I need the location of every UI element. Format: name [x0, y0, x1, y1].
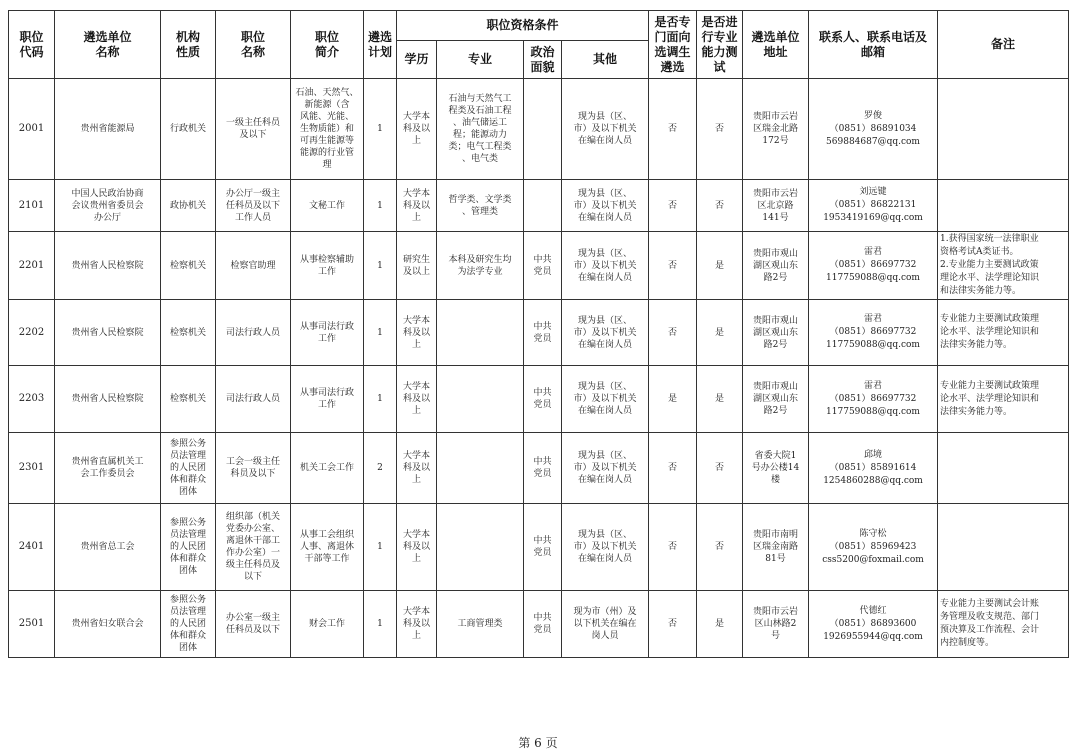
cell-major	[437, 433, 524, 504]
cell-major: 石油与天然气工 程类及石油工程 、油气储运工 程；能源动力 类；电气工程类 、电气类	[437, 79, 524, 180]
cell-politics: 中共 党员	[524, 504, 562, 591]
cell-unit: 贵州省总工会	[55, 504, 161, 591]
cell-unit: 贵州省能源局	[55, 79, 161, 180]
cell-targeted: 否	[649, 79, 697, 180]
cell-politics	[524, 79, 562, 180]
cell-targeted: 否	[649, 433, 697, 504]
table-body	[9, 79, 1069, 658]
cell-intro: 文秘工作	[291, 180, 364, 232]
header-contact: 联系人、联系电话及 邮箱	[809, 11, 938, 79]
cell-other: 现为市（州）及 以下机关在编在 岗人员	[562, 591, 649, 658]
cell-politics: 中共 党员	[524, 300, 562, 366]
cell-politics: 中共 党员	[524, 232, 562, 300]
cell-ability-test: 否	[697, 79, 743, 180]
cell-position: 司法行政人员	[216, 300, 291, 366]
cell-plan: 1	[364, 504, 397, 591]
cell-politics	[524, 180, 562, 232]
cell-other: 现为县（区、 市）及以下机关 在编在岗人员	[562, 504, 649, 591]
cell-note: 1.获得国家统一法律职业 资格考试A类证书。 2.专业能力主要测试政策 理论水平、法学理论知识 和法律实务能力等。	[938, 232, 1069, 300]
page-number: 第 6 页	[518, 736, 558, 750]
cell-nature: 参照公务 员法管理 的人民团 体和群众 团体	[161, 591, 216, 658]
cell-targeted: 否	[649, 504, 697, 591]
cell-contact: 刘远键 （0851）86822131 1953419169@qq.com	[809, 180, 938, 232]
header-politics: 政治 面貌	[524, 41, 562, 79]
header-plan: 遴选 计划	[364, 11, 397, 79]
cell-education: 大学本 科及以 上	[397, 591, 437, 658]
cell-note	[938, 180, 1069, 232]
cell-plan: 1	[364, 366, 397, 433]
cell-nature: 参照公务 员法管理 的人民团 体和群众 团体	[161, 504, 216, 591]
cell-contact: 雷君 （0851）86697732 117759088@qq.com	[809, 232, 938, 300]
cell-contact: 罗俊 （0851）86891034 569884687@qq.com	[809, 79, 938, 180]
table-row	[9, 180, 1069, 232]
header-nature: 机构 性质	[161, 11, 216, 79]
header-note: 备注	[938, 11, 1069, 79]
cell-unit: 贵州省妇女联合会	[55, 591, 161, 658]
cell-ability-test: 是	[697, 591, 743, 658]
cell-major: 哲学类、文学类 、管理类	[437, 180, 524, 232]
cell-ability-test: 否	[697, 433, 743, 504]
cell-other: 现为县（区、 市）及以下机关 在编在岗人员	[562, 232, 649, 300]
cell-other: 现为县（区、 市）及以下机关 在编在岗人员	[562, 180, 649, 232]
cell-address: 省委大院1 号办公楼14 楼	[743, 433, 809, 504]
cell-nature: 检察机关	[161, 300, 216, 366]
cell-position: 办公室一级主 任科员及以下	[216, 591, 291, 658]
cell-contact: 雷君 （0851）86697732 117759088@qq.com	[809, 300, 938, 366]
header-education: 学历	[397, 41, 437, 79]
cell-address: 贵阳市观山 湖区观山东 路2号	[743, 366, 809, 433]
cell-ability-test: 是	[697, 300, 743, 366]
cell-nature: 行政机关	[161, 79, 216, 180]
cell-targeted: 否	[649, 232, 697, 300]
cell-unit: 贵州省人民检察院	[55, 366, 161, 433]
cell-targeted: 否	[649, 300, 697, 366]
cell-education: 大学本 科及以 上	[397, 366, 437, 433]
cell-targeted: 否	[649, 180, 697, 232]
cell-position: 办公厅一级主 任科员及以下 工作人员	[216, 180, 291, 232]
cell-position: 司法行政人员	[216, 366, 291, 433]
cell-note	[938, 504, 1069, 591]
cell-education: 大学本 科及以 上	[397, 180, 437, 232]
cell-education: 研究生 及以上	[397, 232, 437, 300]
cell-note: 专业能力主要测试政策理 论水平、法学理论知识和 法律实务能力等。	[938, 366, 1069, 433]
cell-code: 2001	[9, 79, 55, 180]
cell-other: 现为县（区、 市）及以下机关 在编在岗人员	[562, 433, 649, 504]
cell-major	[437, 300, 524, 366]
cell-unit: 贵州省人民检察院	[55, 300, 161, 366]
cell-intro: 石油、天然气、 新能源（含 风能、光能、 生物质能）和 可再生能源等 能源的行业管 理	[291, 79, 364, 180]
cell-plan: 1	[364, 180, 397, 232]
cell-intro: 财会工作	[291, 591, 364, 658]
header-code: 职位 代码	[9, 11, 55, 79]
cell-note	[938, 433, 1069, 504]
cell-code: 2401	[9, 504, 55, 591]
table-row	[9, 79, 1069, 180]
cell-major: 工商管理类	[437, 591, 524, 658]
header-unit: 遴选单位 名称	[55, 11, 161, 79]
cell-nature: 参照公务 员法管理 的人民团 体和群众 团体	[161, 433, 216, 504]
cell-address: 贵阳市云岩 区北京路 141号	[743, 180, 809, 232]
cell-code: 2101	[9, 180, 55, 232]
table-row	[9, 433, 1069, 504]
cell-targeted: 否	[649, 591, 697, 658]
cell-address: 贵阳市云岩 区山林路2 号	[743, 591, 809, 658]
cell-nature: 检察机关	[161, 366, 216, 433]
cell-position: 一级主任科员 及以下	[216, 79, 291, 180]
cell-code: 2201	[9, 232, 55, 300]
cell-code: 2501	[9, 591, 55, 658]
cell-intro: 从事司法行政 工作	[291, 300, 364, 366]
header-position: 职位 名称	[216, 11, 291, 79]
cell-nature: 检察机关	[161, 232, 216, 300]
cell-other: 现为县（区、 市）及以下机关 在编在岗人员	[562, 300, 649, 366]
cell-plan: 2	[364, 433, 397, 504]
cell-contact: 代德红 （0851）86893600 1926955944@qq.com	[809, 591, 938, 658]
cell-address: 贵阳市云岩 区瑞金北路 172号	[743, 79, 809, 180]
cell-unit: 中国人民政治协商 会议贵州省委员会 办公厅	[55, 180, 161, 232]
cell-politics: 中共 党员	[524, 366, 562, 433]
cell-code: 2203	[9, 366, 55, 433]
cell-major	[437, 366, 524, 433]
cell-ability-test: 否	[697, 180, 743, 232]
cell-other: 现为县（区、 市）及以下机关 在编在岗人员	[562, 79, 649, 180]
cell-code: 2301	[9, 433, 55, 504]
table-row	[9, 504, 1069, 591]
header-qualifications: 职位资格条件	[397, 11, 649, 41]
cell-education: 大学本 科及以 上	[397, 504, 437, 591]
header-ability-test: 是否进 行专业 能力测 试	[697, 11, 743, 79]
table-row	[9, 232, 1069, 300]
cell-intro: 从事工会组织 人事、离退休 干部等工作	[291, 504, 364, 591]
cell-education: 大学本 科及以 上	[397, 300, 437, 366]
cell-address: 贵阳市南明 区瑞金南路 81号	[743, 504, 809, 591]
cell-contact: 邱境 （0851）85891614 1254860288@qq.com	[809, 433, 938, 504]
cell-politics: 中共 党员	[524, 433, 562, 504]
header-major: 专业	[437, 41, 524, 79]
cell-major	[437, 504, 524, 591]
header-address: 遴选单位 地址	[743, 11, 809, 79]
cell-intro: 从事检察辅助 工作	[291, 232, 364, 300]
cell-contact: 陈守松 （0851）85969423 css5200@foxmail.com	[809, 504, 938, 591]
cell-note: 专业能力主要测试会计账 务管理及收支规范、部门 预决算及工作流程、会计 内控制度等。	[938, 591, 1069, 658]
cell-other: 现为县（区、 市）及以下机关 在编在岗人员	[562, 366, 649, 433]
cell-plan: 1	[364, 300, 397, 366]
cell-note	[938, 79, 1069, 180]
cell-nature: 政协机关	[161, 180, 216, 232]
cell-ability-test: 否	[697, 504, 743, 591]
cell-position: 组织部（机关 党委办公室、 离退休干部工 作办公室）一 级主任科员及 以下	[216, 504, 291, 591]
cell-ability-test: 是	[697, 232, 743, 300]
cell-contact: 雷君 （0851）86697732 117759088@qq.com	[809, 366, 938, 433]
cell-education: 大学本 科及以 上	[397, 79, 437, 180]
table-row	[9, 300, 1069, 366]
cell-address: 贵阳市观山 湖区观山东 路2号	[743, 300, 809, 366]
cell-major: 本科及研究生均 为法学专业	[437, 232, 524, 300]
header-other: 其他	[562, 41, 649, 79]
cell-note: 专业能力主要测试政策理 论水平、法学理论知识和 法律实务能力等。	[938, 300, 1069, 366]
cell-unit: 贵州省直属机关工 会工作委员会	[55, 433, 161, 504]
cell-address: 贵阳市观山 湖区观山东 路2号	[743, 232, 809, 300]
header-intro: 职位 简介	[291, 11, 364, 79]
cell-position: 工会一级主任 科员及以下	[216, 433, 291, 504]
cell-ability-test: 是	[697, 366, 743, 433]
cell-targeted: 是	[649, 366, 697, 433]
cell-plan: 1	[364, 591, 397, 658]
cell-politics: 中共 党员	[524, 591, 562, 658]
positions-table	[8, 10, 1069, 658]
table-row	[9, 366, 1069, 433]
cell-plan: 1	[364, 232, 397, 300]
header-targeted: 是否专 门面向 选调生 遴选	[649, 11, 697, 79]
cell-intro: 机关工会工作	[291, 433, 364, 504]
table-row	[9, 591, 1069, 658]
cell-education: 大学本 科及以 上	[397, 433, 437, 504]
cell-unit: 贵州省人民检察院	[55, 232, 161, 300]
cell-code: 2202	[9, 300, 55, 366]
cell-intro: 从事司法行政 工作	[291, 366, 364, 433]
table-header	[9, 11, 1069, 79]
cell-position: 检察官助理	[216, 232, 291, 300]
cell-plan: 1	[364, 79, 397, 180]
